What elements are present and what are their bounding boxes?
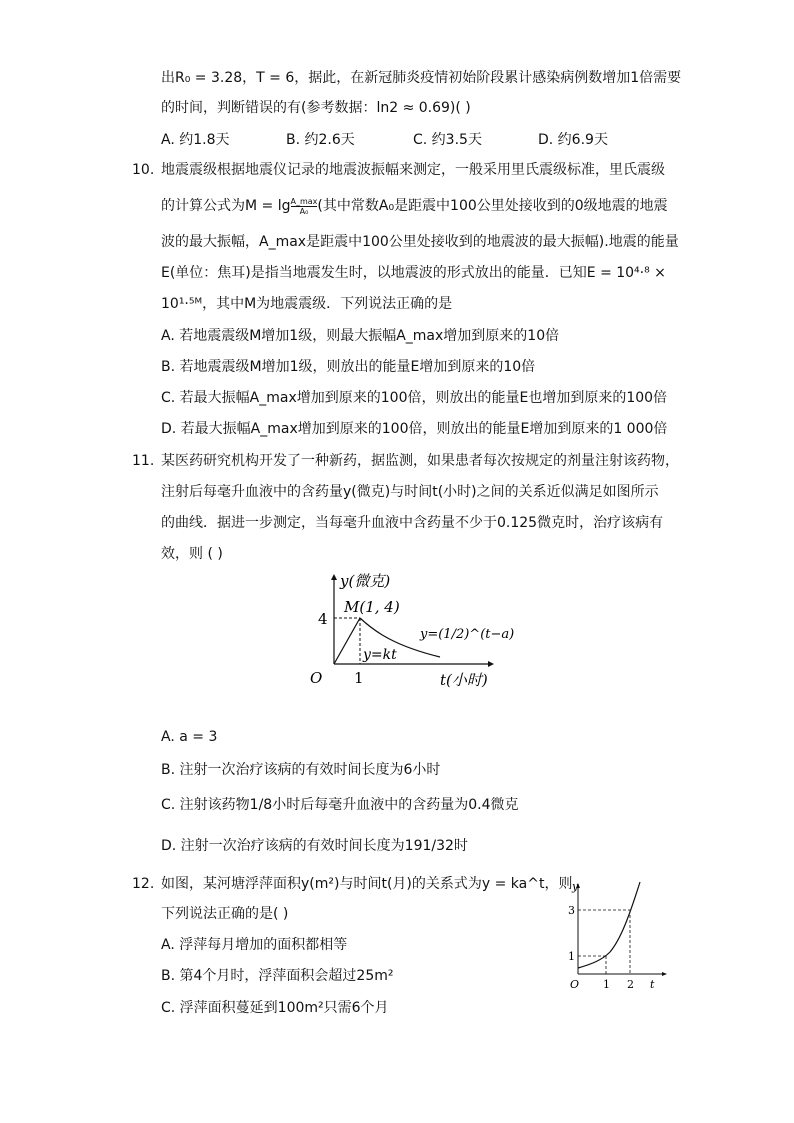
q11-number: 11. (132, 453, 155, 469)
q12-option-b: B. 第4个月时，浮萍面积会超过25m² (161, 968, 394, 984)
q11-line-4: 效，则 ( ) (161, 546, 223, 562)
q10-number: 10. (132, 162, 155, 178)
q11-point-label: M(1, 4) (344, 598, 400, 616)
q10-option-a: A. 若地震震级M增加1级，则最大振幅A_max增加到原来的10倍 (161, 328, 560, 344)
q10-option-d: D. 若最大振幅A_max增加到原来的100倍，则放出的能量E增加到原来的1 000倍 (161, 421, 668, 437)
q11-y-tick: 4 (318, 610, 328, 628)
q10-line-2 (161, 196, 668, 216)
q10-formula-suffix: (其中常数A₀是距震中100公里处接收到的0级地震的地震 (317, 198, 668, 214)
q12-x-label: t (650, 978, 655, 991)
q11-y-arrow (331, 574, 337, 580)
q12-figure (562, 876, 672, 996)
q10-frac-num: A_max (290, 196, 318, 206)
q11-line-label: y=kt (363, 647, 397, 663)
q11-x-arrow (488, 661, 494, 667)
q10-option-b: B. 若地震震级M增加1级，则放出的能量E增加到原来的10倍 (161, 359, 536, 375)
q12-x-arrow (662, 972, 667, 976)
q11-origin: O (310, 669, 323, 687)
q10-formula-prefix: 的计算公式为M = lg (161, 198, 291, 214)
q11-y-label: y(微克) (340, 572, 391, 590)
q10-formula-fraction (291, 197, 318, 216)
q12-option-a: A. 浮萍每月增加的面积都相等 (161, 937, 348, 953)
q11-line-1: 某医药研究机构开发了一种新药，据监测，如果患者每次按规定的剂量注射该药物， (161, 453, 679, 469)
q12-y-tick-3: 3 (568, 904, 575, 917)
q11-line-3: 的曲线．据进一步测定，当每毫升血液中含药量不少于0.125微克时，治疗该病有 (161, 515, 664, 531)
q11-x-label: t(小时) (440, 671, 488, 689)
q11-option-d: D. 注射一次治疗该病的有效时间长度为191/32时 (161, 838, 468, 854)
q9-option-b: B. 约2.6天 (286, 132, 355, 148)
q11-curve-label: y=(1/2)^(t−a) (420, 627, 515, 642)
q10-line-3: 波的最大振幅，A_max是距震中100公里处接收到的地震波的最大振幅).地震的能量 (161, 234, 679, 250)
q12-origin: O (570, 978, 580, 991)
q9-line-2: 的时间，判断错误的有(参考数据：ln2 ≈ 0.69)( ) (161, 100, 471, 116)
q11-figure (300, 566, 515, 696)
q11-line-2: 注射后每毫升血液中的含药量y(微克)与时间t(小时)之间的关系近似满足如图所示 (161, 484, 659, 500)
q9-option-c: C. 约3.5天 (413, 132, 482, 148)
q11-option-c: C. 注射该药物1/8小时后每毫升血液中的含药量为0.4微克 (161, 797, 519, 813)
q11-option-a: A. a = 3 (161, 729, 218, 745)
q12-line-2: 下列说法正确的是( ) (161, 906, 289, 922)
q9-option-a: A. 约1.8天 (161, 132, 230, 148)
q12-y-tick-1: 1 (568, 950, 575, 963)
q10-line-1: 地震震级根据地震仪记录的地震波振幅来测定，一般采用里氏震级标准，里氏震级 (161, 162, 665, 178)
q9-line-1: 出R₀ = 3.28，T = 6，据此，在新冠肺炎疫情初始阶段累计感染病例数增加1倍需要 (161, 70, 682, 86)
q12-y-label: y (572, 880, 579, 893)
q12-option-c: C. 浮萍面积蔓延到100m²只需6个月 (161, 1000, 389, 1016)
q12-line-1: 如图，某河塘浮萍面积y(m²)与时间t(月)的关系式为y = ka^t，则 (161, 876, 573, 892)
q10-line-5: 10¹·⁵ᴹ，其中M为地震震级．下列说法正确的是 (161, 296, 453, 312)
q12-x-tick-1: 1 (603, 978, 610, 991)
q12-x-tick-2: 2 (627, 978, 634, 991)
q12-growth-curve (578, 882, 640, 968)
q10-frac-den: A₀ (299, 206, 309, 216)
q11-option-b: B. 注射一次治疗该病的有效时间长度为6小时 (161, 762, 441, 778)
q11-line-kt (334, 618, 360, 664)
q11-x-tick: 1 (354, 669, 364, 687)
q10-line-4: E(单位：焦耳)是指当地震发生时，以地震波的形式放出的能量．已知E = 10⁴·⁸ × (161, 265, 666, 281)
q12-number: 12. (132, 876, 155, 892)
q9-option-d: D. 约6.9天 (538, 132, 608, 148)
q10-option-c: C. 若最大振幅A_max增加到原来的100倍，则放出的能量E也增加到原来的100倍 (161, 390, 668, 406)
